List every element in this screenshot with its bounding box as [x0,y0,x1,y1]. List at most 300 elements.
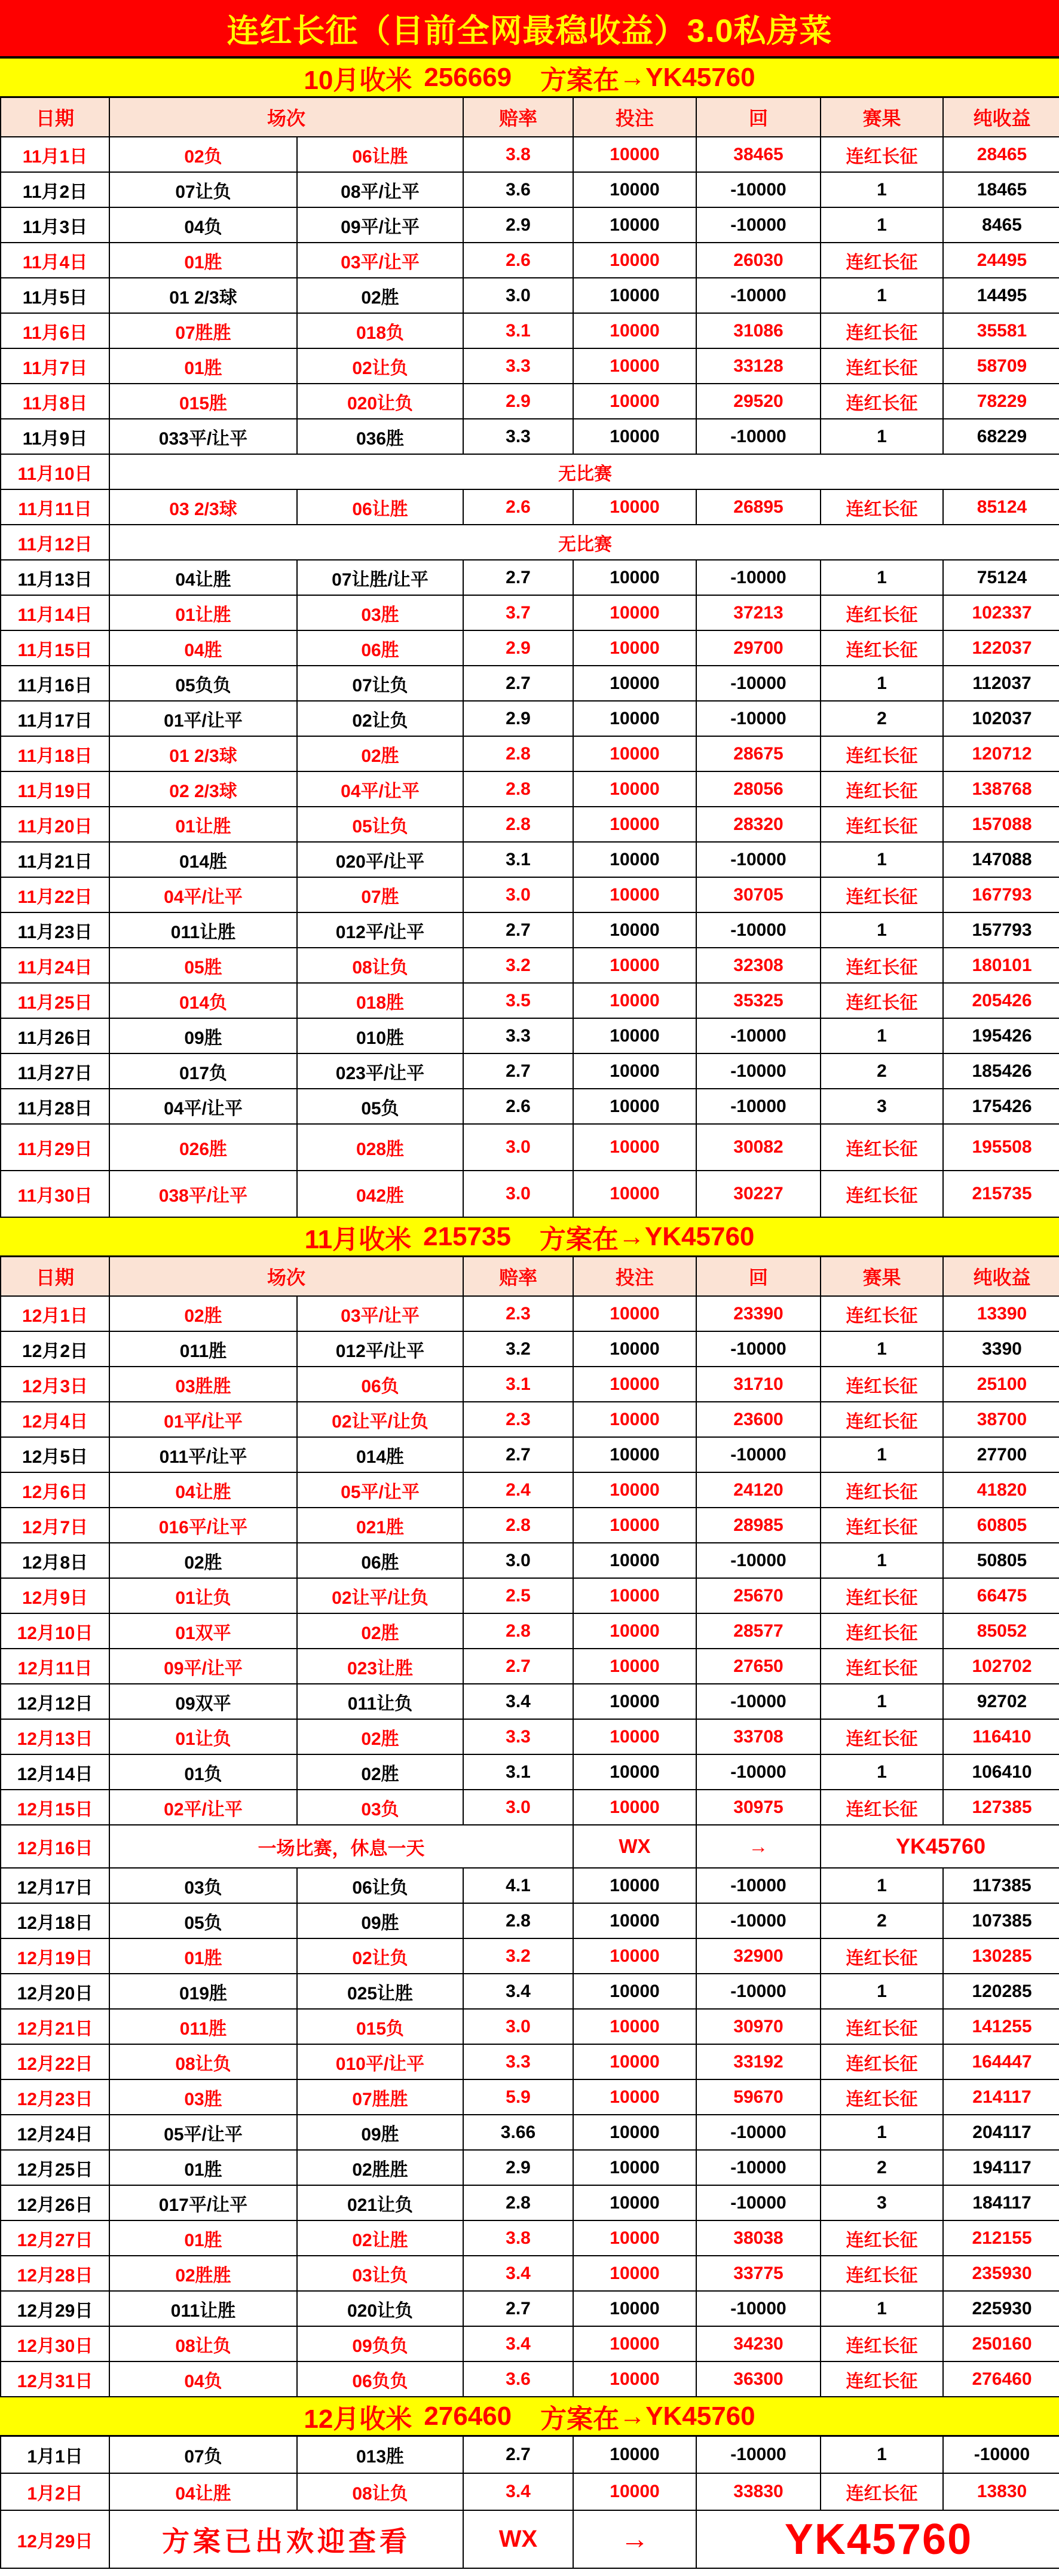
odds-cell: 2.8 [464,772,574,807]
date-cell: 12月26日 [1,2186,110,2221]
date-cell: 12月29日 [1,2292,110,2327]
pick1-cell: 014负 [110,984,298,1019]
net-cell: 147088 [944,843,1059,878]
net-cell: 8465 [944,208,1059,243]
net-cell: 120712 [944,737,1059,772]
return-cell: 30227 [697,1171,821,1218]
return-cell: -10000 [697,666,821,702]
wx-label: WX [574,1825,697,1869]
pick1-cell: 01 2/3球 [110,278,298,314]
result-cell: 1 [821,1755,944,1790]
table-row [0,596,1059,631]
stake-cell: 10000 [574,1473,697,1508]
odds-cell: 2.7 [464,913,574,948]
return-cell: 33775 [697,2256,821,2292]
return-cell: 24120 [697,1473,821,1508]
net-cell: 215735 [944,1171,1059,1218]
net-cell: 75124 [944,560,1059,596]
net-cell: 167793 [944,878,1059,913]
stake-cell: 10000 [574,173,697,208]
net-cell: 14495 [944,278,1059,314]
table-row [0,1019,1059,1054]
col-date: 日期 [1,98,110,137]
banner-november [0,1218,1059,1257]
pick2-cell: 08平/让平 [298,173,464,208]
table-row [0,1054,1059,1089]
table-row [0,737,1059,772]
pick1-cell: 02负 [110,137,298,173]
date-cell: 12月29日 [1,2511,110,2569]
result-cell: 连红长征 [821,1614,944,1649]
stake-cell: 10000 [574,2221,697,2256]
stake-cell: 10000 [574,2186,697,2221]
net-cell: 102337 [944,596,1059,631]
pick1-cell: 07负 [110,2437,298,2474]
odds-cell: 2.8 [464,737,574,772]
pick2-cell: 03胜 [298,596,464,631]
pick1-cell: 05负负 [110,666,298,702]
table-row [0,2327,1059,2362]
odds-cell: 3.8 [464,137,574,173]
pick2-cell: 03负 [298,1790,464,1825]
odds-cell: 2.6 [464,490,574,525]
net-cell: 138768 [944,772,1059,807]
pick1-cell: 02平/让平 [110,1790,298,1825]
stake-cell: 10000 [574,1438,697,1473]
table-row [0,1089,1059,1125]
pick2-cell: 02胜 [298,737,464,772]
table-row [0,1904,1059,1939]
pick1-cell: 011胜 [110,1332,298,1367]
odds-cell: 3.1 [464,1755,574,1790]
stake-cell: 10000 [574,1720,697,1755]
odds-cell: 2.7 [464,560,574,596]
date-cell: 11月13日 [1,560,110,596]
column-header-row [0,98,1059,137]
result-cell: 连红长征 [821,2080,944,2115]
result-cell: 2 [821,2151,944,2186]
pick2-cell: 06让胜 [298,137,464,173]
return-cell: 29520 [697,384,821,419]
result-cell: 连红长征 [821,596,944,631]
no-match-note: 无比赛 [110,525,1059,560]
return-cell: 28577 [697,1614,821,1649]
net-cell: 13830 [944,2474,1059,2511]
table-row [0,1720,1059,1755]
date-cell: 11月11日 [1,490,110,525]
plan-code: YK45760 [821,1825,1059,1869]
stake-cell: 10000 [574,384,697,419]
table-row [0,1297,1059,1332]
stake-cell: 10000 [574,2437,697,2474]
month-amount: 256669 [424,62,512,92]
return-cell: -10000 [697,2151,821,2186]
pick2-cell: 06让胜 [298,490,464,525]
odds-cell: 3.2 [464,1332,574,1367]
return-cell: -10000 [697,1904,821,1939]
pick1-cell: 07让负 [110,173,298,208]
stake-cell: 10000 [574,2292,697,2327]
stake-cell: 10000 [574,2010,697,2045]
table-row [0,2256,1059,2292]
stake-cell: 10000 [574,1974,697,2010]
table-row [0,1974,1059,2010]
net-cell: 175426 [944,1089,1059,1125]
table-row [0,1367,1059,1402]
stake-cell: 10000 [574,984,697,1019]
result-cell: 连红长征 [821,1790,944,1825]
table-row [0,666,1059,702]
odds-cell: 2.3 [464,1297,574,1332]
date-cell: 11月19日 [1,772,110,807]
net-cell: 235930 [944,2256,1059,2292]
return-cell: -10000 [697,278,821,314]
result-cell: 连红长征 [821,1579,944,1614]
date-cell: 12月15日 [1,1790,110,1825]
pick1-cell: 026胜 [110,1125,298,1171]
col-return: 回 [697,98,821,137]
return-cell: 25670 [697,1579,821,1614]
pick2-cell: 023平/让平 [298,1054,464,1089]
arrow-icon: → [697,1825,821,1869]
date-cell: 12月13日 [1,1720,110,1755]
stake-cell: 10000 [574,2474,697,2511]
return-cell: 26895 [697,490,821,525]
pick1-cell: 01胜 [110,2221,298,2256]
pick2-cell: 08让负 [298,2474,464,2511]
month-amount: 276460 [424,2401,512,2431]
pick1-cell: 011胜 [110,2010,298,2045]
odds-cell: 3.66 [464,2115,574,2151]
return-cell: 32308 [697,948,821,984]
odds-cell: 3.4 [464,2256,574,2292]
date-cell: 12月6日 [1,1473,110,1508]
table-row [0,2151,1059,2186]
pick2-cell: 02让胜 [298,2221,464,2256]
pick1-cell: 03胜胜 [110,1367,298,1402]
table-row [0,173,1059,208]
pick1-cell: 014胜 [110,843,298,878]
plan-code: YK45760 [697,2511,1059,2569]
stake-cell: 10000 [574,560,697,596]
date-cell: 12月22日 [1,2045,110,2080]
pick2-cell: 02让负 [298,1939,464,1974]
pick1-cell: 03胜 [110,2080,298,2115]
net-cell: 164447 [944,2045,1059,2080]
stake-cell: 10000 [574,666,697,702]
odds-cell: 3.6 [464,173,574,208]
result-cell: 连红长征 [821,1649,944,1684]
rest-note: 一场比赛，休息一天 [110,1825,574,1869]
stake-cell: 10000 [574,349,697,384]
table-row [0,631,1059,666]
odds-cell: 2.7 [464,1054,574,1089]
odds-cell: 3.3 [464,2045,574,2080]
return-cell: -10000 [697,173,821,208]
net-cell: 204117 [944,2115,1059,2151]
return-cell: 23390 [697,1297,821,1332]
stake-cell: 10000 [574,2151,697,2186]
pick2-cell: 013胜 [298,2437,464,2474]
net-cell: 27700 [944,1438,1059,1473]
pick2-cell: 020平/让平 [298,843,464,878]
table-row [0,2437,1059,2474]
date-cell: 11月7日 [1,349,110,384]
pick2-cell: 010平/让平 [298,2045,464,2080]
col-result: 赛果 [821,1257,944,1297]
net-cell: 195426 [944,1019,1059,1054]
return-cell: -10000 [697,843,821,878]
net-cell: 60805 [944,1508,1059,1543]
stake-cell: 10000 [574,2080,697,2115]
arrow-icon: → [619,2401,646,2431]
result-cell: 1 [821,2292,944,2327]
table-row [0,1402,1059,1438]
table-row [0,1125,1059,1171]
result-cell: 连红长征 [821,243,944,278]
result-cell: 1 [821,1684,944,1720]
net-cell: 58709 [944,349,1059,384]
table-row [0,1939,1059,1974]
net-cell: 157793 [944,913,1059,948]
table-row [0,948,1059,984]
net-cell: 106410 [944,1755,1059,1790]
table-row [0,913,1059,948]
result-cell: 连红长征 [821,349,944,384]
date-cell: 11月24日 [1,948,110,984]
result-cell: 连红长征 [821,1367,944,1402]
stake-cell: 10000 [574,737,697,772]
stake-cell: 10000 [574,1171,697,1218]
table-row [0,1473,1059,1508]
result-cell: 连红长征 [821,2045,944,2080]
table-row [0,1869,1059,1904]
stake-cell: 10000 [574,1684,697,1720]
odds-cell: 2.6 [464,243,574,278]
table-row [0,1825,1059,1869]
pick2-cell: 09负负 [298,2327,464,2362]
stake-cell: 10000 [574,314,697,349]
net-cell: 102037 [944,702,1059,737]
net-cell: -10000 [944,2437,1059,2474]
odds-cell: 2.4 [464,1473,574,1508]
date-cell: 11月4日 [1,243,110,278]
odds-cell: 2.8 [464,1614,574,1649]
net-cell: 38700 [944,1402,1059,1438]
result-cell: 2 [821,702,944,737]
stake-cell: 10000 [574,596,697,631]
pick1-cell: 04平/让平 [110,878,298,913]
banner-october [0,59,1059,98]
stake-cell: 10000 [574,878,697,913]
return-cell: 23600 [697,1402,821,1438]
return-cell: -10000 [697,1019,821,1054]
pick1-cell: 05平/让平 [110,2115,298,2151]
pick2-cell: 018胜 [298,984,464,1019]
col-stake: 投注 [574,1257,697,1297]
table-row [0,2292,1059,2327]
date-cell: 12月25日 [1,2151,110,2186]
pick1-cell: 04胜 [110,631,298,666]
no-match-note: 无比赛 [110,455,1059,490]
odds-cell: 3.0 [464,878,574,913]
stake-cell: 10000 [574,137,697,173]
result-cell: 连红长征 [821,1473,944,1508]
table-row [0,772,1059,807]
result-cell: 1 [821,2437,944,2474]
pick1-cell: 04让胜 [110,560,298,596]
odds-cell: 3.6 [464,2362,574,2397]
result-cell: 连红长征 [821,314,944,349]
odds-cell: 2.7 [464,1438,574,1473]
return-cell: 34230 [697,2327,821,2362]
return-cell: 27650 [697,1649,821,1684]
promo-note: 方案已出欢迎查看 [110,2511,464,2569]
result-cell: 1 [821,208,944,243]
net-cell: 185426 [944,1054,1059,1089]
table-row [0,1508,1059,1543]
result-cell: 连红长征 [821,772,944,807]
date-cell: 11月17日 [1,702,110,737]
result-cell: 连红长征 [821,384,944,419]
pick2-cell: 023让胜 [298,1649,464,1684]
pick2-cell: 07胜 [298,878,464,913]
table-row [0,1684,1059,1720]
table-row [0,702,1059,737]
pick1-cell: 01让胜 [110,596,298,631]
col-net: 纯收益 [944,98,1059,137]
table-row [0,984,1059,1019]
col-odds: 赔率 [464,98,574,137]
odds-cell: 3.3 [464,419,574,455]
result-cell: 1 [821,278,944,314]
net-cell: 127385 [944,1790,1059,1825]
odds-cell: 3.3 [464,349,574,384]
date-cell: 12月9日 [1,1579,110,1614]
pick2-cell: 012平/让平 [298,1332,464,1367]
stake-cell: 10000 [574,1332,697,1367]
result-cell: 2 [821,1904,944,1939]
pick1-cell: 017负 [110,1054,298,1089]
odds-cell: 5.9 [464,2080,574,2115]
pick2-cell: 06让负 [298,1869,464,1904]
odds-cell: 2.7 [464,666,574,702]
return-cell: 29700 [697,631,821,666]
table-row [0,490,1059,525]
col-result: 赛果 [821,98,944,137]
col-return: 回 [697,1257,821,1297]
pick2-cell: 012平/让平 [298,913,464,948]
return-cell: 26030 [697,243,821,278]
month-label: 12月收米 [304,2404,412,2434]
return-cell: -10000 [697,1755,821,1790]
result-cell: 连红长征 [821,948,944,984]
odds-cell: 2.8 [464,1508,574,1543]
net-cell: 102702 [944,1649,1059,1684]
net-cell: 66475 [944,1579,1059,1614]
return-cell: 35325 [697,984,821,1019]
pick2-cell: 02让负 [298,349,464,384]
pick1-cell: 04负 [110,208,298,243]
odds-cell: 3.0 [464,1543,574,1579]
return-cell: 37213 [697,596,821,631]
date-cell: 11月29日 [1,1125,110,1171]
pick1-cell: 01胜 [110,2151,298,2186]
result-cell: 连红长征 [821,1720,944,1755]
stake-cell: 10000 [574,948,697,984]
pick2-cell: 02胜 [298,1614,464,1649]
return-cell: -10000 [697,1684,821,1720]
net-cell: 28465 [944,137,1059,173]
net-cell: 180101 [944,948,1059,984]
pick2-cell: 05负 [298,1089,464,1125]
stake-cell: 10000 [574,1089,697,1125]
net-cell: 24495 [944,243,1059,278]
net-cell: 141255 [944,2010,1059,2045]
return-cell: 38465 [697,137,821,173]
odds-cell: 2.7 [464,2437,574,2474]
pick1-cell: 038平/让平 [110,1171,298,1218]
result-cell: 1 [821,1019,944,1054]
table-row [0,1438,1059,1473]
pick1-cell: 02胜胜 [110,2256,298,2292]
odds-cell: 2.7 [464,2292,574,2327]
result-cell: 连红长征 [821,737,944,772]
return-cell: 33708 [697,1720,821,1755]
net-cell: 107385 [944,1904,1059,1939]
pick1-cell: 011让胜 [110,913,298,948]
table-row [0,208,1059,243]
return-cell: -10000 [697,2292,821,2327]
date-cell: 12月31日 [1,2362,110,2397]
return-cell: -10000 [697,1332,821,1367]
table-row [0,525,1059,560]
stake-cell: 10000 [574,2256,697,2292]
date-cell: 12月7日 [1,1508,110,1543]
stake-cell: 10000 [574,1508,697,1543]
pick2-cell: 02让平/让负 [298,1579,464,1614]
january-table [0,2437,1059,2569]
odds-cell: 3.4 [464,1974,574,2010]
pick1-cell: 01平/让平 [110,702,298,737]
date-cell: 11月21日 [1,843,110,878]
stake-cell: 10000 [574,1579,697,1614]
return-cell: -10000 [697,702,821,737]
table-row [0,1790,1059,1825]
result-cell: 连红长征 [821,807,944,843]
odds-cell: 3.4 [464,2327,574,2362]
pick1-cell: 07胜胜 [110,314,298,349]
return-cell: 31086 [697,314,821,349]
pick2-cell: 021让负 [298,2186,464,2221]
return-cell: -10000 [697,1974,821,2010]
pick1-cell: 04让胜 [110,1473,298,1508]
stake-cell: 10000 [574,490,697,525]
stake-cell: 10000 [574,1543,697,1579]
stake-cell: 10000 [574,1297,697,1332]
table-row [0,2080,1059,2115]
odds-cell: 3.0 [464,2010,574,2045]
table-row [0,1579,1059,1614]
pick2-cell: 05让负 [298,807,464,843]
result-cell: 连红长征 [821,1939,944,1974]
december-table [0,1257,1059,2397]
col-date: 日期 [1,1257,110,1297]
date-cell: 11月25日 [1,984,110,1019]
date-cell: 12月3日 [1,1367,110,1402]
pick2-cell: 06胜 [298,631,464,666]
pick1-cell: 01双平 [110,1614,298,1649]
